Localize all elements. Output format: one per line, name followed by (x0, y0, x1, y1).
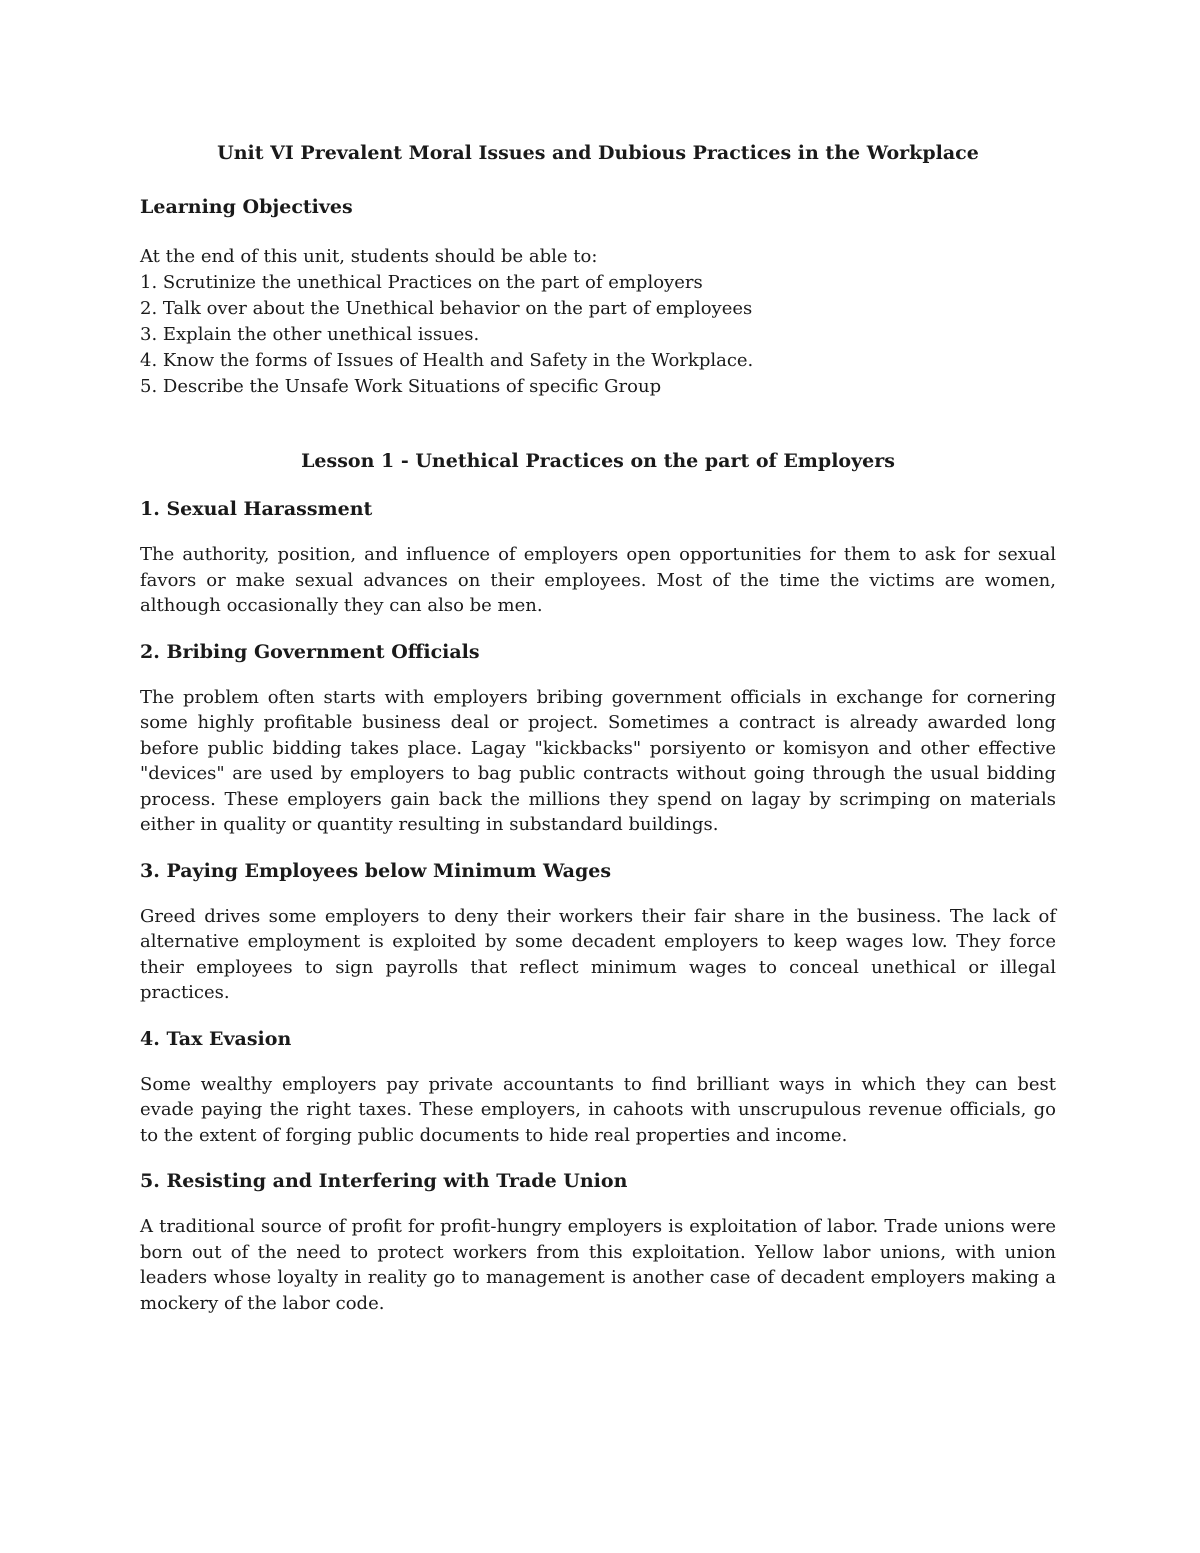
objectives-list (140, 270, 1056, 400)
item-heading: 2. Bribing Government Officials (140, 640, 480, 663)
item-heading: 1. Sexual Harassment (140, 498, 373, 520)
learning-objectives-section (140, 192, 1056, 400)
item-heading: 4. Tax Evasion (140, 1027, 292, 1050)
item-body: A traditional source of profit for profit-hungry employers is exploitation of labor. Trade unions were born out of the need to protect workers from this exploitation. Yellow labor unions, with union leaders whose loyalty in reality go to management is another case of decadent employers making a mockery of the labor code. (140, 1216, 1056, 1314)
document-title: Unit VI Prevalent Moral Issues and Dubious Practices in the Workplace (217, 142, 979, 164)
item-body: Greed drives some employers to deny their workers their fair share in the business. The lack of alternative employment is exploited by some decadent employers to keep wages low. They force their employees to sign payrolls that reflect minimum wages to conceal unethical or illegal practices. (140, 905, 1056, 1003)
objective-item: 3. Explain the other unethical issues. (140, 324, 480, 345)
lesson-title: Lesson 1 - Unethical Practices on the part of Employers (301, 450, 895, 472)
objective-item: 1. Scrutinize the unethical Practices on the part of employers (140, 272, 703, 293)
item-body: The authority, position, and influence of employers open opportunities for them to ask for sexual favors or make sexual advances on their employees. Most of the time the victims are women, although occasionally they can also be men. (140, 544, 1056, 616)
lesson-item (140, 637, 1056, 838)
item-body: The problem often starts with employers bribing government officials in exchange for cornering some highly profitable business deal or project. Sometimes a contract is already awarded long before public bidding takes place. Lagay "kickbacks" porsiyento or komisyon and other effective "devices" are used by employers to bag public contracts without going through the usual bidding process. These employers gain back the millions they spend on lagay by scrimping on materials either in quality or quantity resulting in substandard buildings. (140, 686, 1056, 835)
learning-objectives-heading: Learning Objectives (140, 196, 353, 218)
objective-item: 4. Know the forms of Issues of Health and Safety in the Workplace. (140, 350, 754, 371)
lesson-item (140, 1024, 1056, 1149)
item-heading: 3. Paying Employees below Minimum Wages (140, 859, 612, 882)
lesson-item (140, 1166, 1056, 1316)
objective-item: 5. Describe the Unsafe Work Situations of specific Group (140, 376, 662, 397)
document-page (140, 138, 1056, 1316)
item-body: Some wealthy employers pay private accountants to find brilliant ways in which they can best evade paying the right taxes. These employers, in cahoots with unscrupulous revenue officials, go to the extent of forging public documents to hide real properties and income. (140, 1073, 1056, 1146)
lesson-section (140, 446, 1056, 1316)
lesson-item (140, 856, 1056, 1006)
objectives-intro: At the end of this unit, students should be able to: (140, 246, 598, 267)
objective-item: 2. Talk over about the Unethical behavior on the part of employees (140, 298, 753, 319)
lesson-item (140, 494, 1056, 619)
item-heading: 5. Resisting and Interfering with Trade Union (140, 1170, 628, 1192)
